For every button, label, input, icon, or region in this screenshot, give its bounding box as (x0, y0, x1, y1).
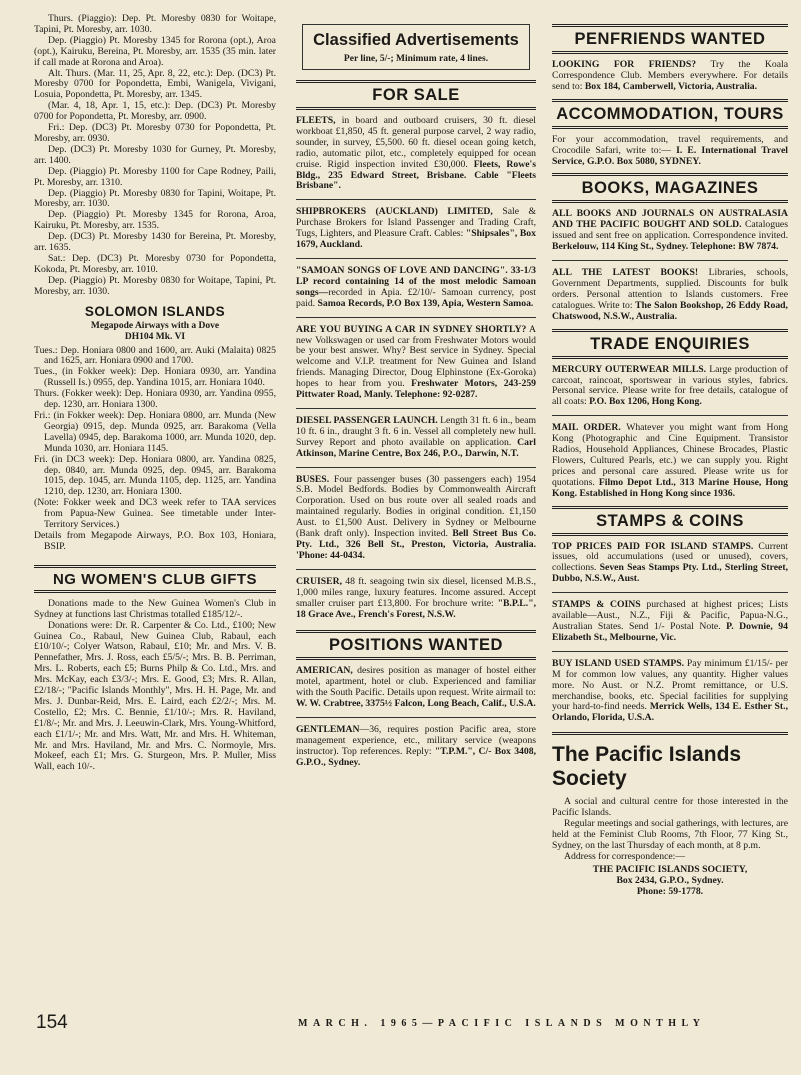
timetable-entry: Dep. (Piaggio) Pt. Moresby 1345 for Rorona (opt.), Aroa (opt.), Kairuku, Bereina, Pt. Moresby, arr. 1535 (35 min. later if call made at Rorona and Aroa). (34, 34, 276, 68)
ad-tail: I. E. International Travel Service, G.P.O. Box 5080, SYDNEY. (552, 144, 788, 167)
ad-text: —36, requires postion Pacific area, store management experience, etc., military service (weapons instructor). Top references. Reply: (296, 724, 536, 757)
ad-text: Four passenger buses (30 passengers each) 1954 S.B. Model Bedfords. Bodies by Commonwealth Aircraft Corporation. Used on bus route over all sealed roads and maintained regularly. Bodies in original condition. £1,150 Aust. to £1,500 Aust. Delivery in Sydney or Melbourne (Bank draft only). Inspection invited. (296, 473, 536, 540)
books-ads (552, 209, 788, 322)
accommodation-ads (552, 135, 788, 168)
ng-heading: NG WOMEN'S CLUB GIFTS (52, 570, 258, 588)
column-left (34, 14, 276, 773)
divider (552, 415, 788, 416)
classified-ad (552, 659, 788, 724)
divider (296, 717, 536, 718)
ad-tail: "T.P.M.", C/- Box 3408, G.P.O., Sydney. (296, 745, 537, 768)
society-paragraph: Regular meetings and social gatherings, with lectures, are held at the Feminist Club Rooms, 7th Floor, 77 King St., Sydney, on the last Thursday of each month, at 8 p.m. (552, 818, 788, 851)
ad-lead: STAMPS & COINS (552, 599, 641, 611)
timetable-entry: Fri.: Dep. (DC3) Pt. Moresby 0730 for Popondetta, Pt. Moresby, arr. 0930. (34, 122, 276, 144)
column-right (552, 14, 788, 897)
society-text (552, 797, 788, 862)
timetable-entry: Tues., (in Fokker week): Dep. Honiara 0930, arr. Yandina (Russell Is.) 0955, dep. Yandina 1015, arr. Honiara 1040. (34, 366, 276, 389)
stamps-heading-box (552, 506, 788, 536)
classified-ad (296, 416, 536, 460)
classified-ad (552, 542, 788, 586)
timetable-entry: Alt. Thurs. (Mar. 11, 25, Apr. 8, 22, etc.): Dep. (DC3) Pt. Moresby 0700 for Popondetta, Embi, Wanigela, Vivigani, Losuia, Popondetta, Pt. Moresby, arr. 1345. (34, 67, 276, 101)
solomon-subheading: Megapode Airways with a Dove (90, 320, 220, 331)
classified-ad (552, 423, 788, 499)
ad-lead: ALL BOOKS AND JOURNALS ON AUSTRALASIA AND THE PACIFIC BOUGHT AND SOLD. (552, 208, 788, 231)
article-paragraph: Donations made to the New Guinea Women's Club in Sydney at functions last Christmas totalled £185/12/-. (34, 597, 276, 620)
classified-ad (296, 266, 536, 310)
timetable-entry: Dep. (Piaggio) Pt. Moresby 0830 for Tapini, Woitape, Pt. Moresby, arr. 1030. (34, 187, 276, 210)
png-timetable (34, 14, 276, 298)
classified-ad (552, 365, 788, 409)
ad-lead: FLEETS, (296, 115, 336, 126)
ad-text: Try the Koala Correspondence Club. Members everywhere. For details send to: (552, 59, 789, 92)
classified-ad (552, 268, 788, 323)
timetable-entry: Fri.: (in Fokker week): Dep. Honiara 0800, arr. Munda (New Georgia) 0915, dep. Munda 0925, arr. Barakoma (Vella Lavella) 0945, dep. Barakoma 1000, arr. Munda 1020, dep. Munda 1030, arr. Honiara 1145. (34, 410, 276, 454)
column-middle (296, 14, 536, 769)
timetable-entry: Sat.: Dep. (DC3) Pt. Moresby 0730 for Popondetta, Kokoda, Pt. Moresby, arr. 1010. (34, 252, 276, 275)
timetable-entry: Dep. (Piaggio) Pt. Moresby 1100 for Cape Rodney, Paili, Pt. Moresby, arr. 1310. (34, 165, 276, 188)
ad-text: Catalogues issued and sent free on application. Correspondence invited. (552, 219, 788, 242)
ng-gifts-text (34, 599, 276, 774)
ad-tail: Fleets, Rowe's Bldg., 235 Edward Street, Brisbane. Cable "Fleets Brisbane". (296, 158, 536, 192)
ad-text: Libraries, schools, Government Departments, supplied. Discounts for bulk orders. Personal attention to Islands customers. Free catalogues. Write to: (552, 267, 789, 311)
ad-lead: SHIPBROKERS (AUCKLAND) LIMITED, (296, 206, 493, 218)
positions-ads (296, 666, 536, 768)
classified-ad (296, 325, 536, 401)
ad-tail: P.O. Box 1206, Hong Kong. (586, 396, 702, 408)
ad-lead: "SAMOAN SONGS OF LOVE AND DANCING". 33-1/3 LP record containing 14 of the most melodic Samoan songs— (296, 264, 536, 298)
trade-heading: TRADE ENQUIRIES (590, 334, 750, 353)
ad-text: A new Volkswagen or used car from Freshwater Motors would be your best answer. Why? Best service in Sydney. Special welcome and V.I.P. treatment for New Guinea and Island friends. Managing Director, Doug Elphinstone (Ex-Goroka) hopes to hear from you. (296, 323, 536, 390)
running-footer: MARCH. 1965—PACIFIC ISLANDS MONTHLY (298, 1018, 706, 1029)
classified-title: Classified Advertisements (313, 31, 519, 49)
books-heading: BOOKS, MAGAZINES (581, 179, 759, 198)
classified-ad (296, 475, 536, 562)
solomon-timetable (34, 346, 276, 553)
solomon-aircraft: DH104 Mk. VI (124, 331, 186, 342)
ad-text: in board and outboard cruisers, 30 ft. diesel workboat £1,850, 45 ft. general purpose carvel, 2 way radio, sounder, in survey, £5,500. 60 ft. diesel ocean going ketch, radio, automatic pilot, etc., completely equipped for ocean cruise. Rigid inspection invited £30,000. (296, 115, 536, 170)
solomon-heading: SOLOMON ISLANDS (84, 303, 226, 319)
ad-lead: ARE YOU BUYING A CAR IN SYDNEY SHORTLY? (296, 323, 527, 335)
ad-text: For your accommodation, travel requirements, and Crocodile Safari, write to:— (552, 133, 788, 156)
ad-text: Length 31 ft. 6 in., beam 10 ft. 6 in., draught 3 ft. 6 in. Vessel all completely new hull. Survey Report and photo available on application. (296, 414, 536, 448)
accommodation-heading: ACCOMMODATION, TOURS (556, 104, 784, 123)
timetable-entry: Details from Megapode Airways, P.O. Box 103, Honiara, BSIP. (34, 529, 276, 552)
classified-ad (296, 207, 536, 251)
penfriends-heading: PENFRIENDS WANTED (574, 30, 766, 48)
classified-ad (552, 135, 788, 168)
ad-tail: Carl Atkinson, Marine Centre, Box 246, P.O., Darwin, N.T. (296, 436, 536, 459)
ad-tail: Seven Seas Stamps Pty. Ltd., Sterling Street, Dubbo, N.S.W., Aust. (552, 562, 788, 585)
divider (552, 592, 788, 593)
society-paragraph: A social and cultural centre for those interested in the Pacific Islands. (552, 796, 788, 819)
stamps-heading: STAMPS & COINS (596, 511, 744, 530)
accommodation-heading-box (552, 99, 788, 129)
penfriends-ads (552, 60, 788, 93)
ad-text: Current issues, old accumulations (used or unused), covers, collections. (552, 540, 788, 574)
forsale-heading: FOR SALE (372, 86, 460, 104)
classified-ad (296, 725, 536, 769)
page-number: 154 (36, 1012, 68, 1033)
society-paragraph: Address for correspondence:— (564, 850, 686, 862)
timetable-entry: Tues.: Dep. Honiara 0800 and 1600, arr. Auki (Malaita) 0825 and 1625, arr. Honiara 0900 and 1700. (34, 344, 276, 367)
timetable-entry: Dep. (DC3) Pt. Moresby 1030 for Gurney, Pt. Moresby, arr. 1400. (34, 143, 276, 166)
ad-text: Whatever you might want from Hong Kong (Photographic and Cine Equipment. Transistor Radios, Household Appliances, Chinese Brocades, Plastic Flowers, Cultured Pearls, etc.) we can supply you. Right prices and personal care assured. Please write us for quotations. (552, 422, 788, 488)
ad-lead: ALL THE LATEST BOOKS! (552, 267, 699, 279)
divider (552, 260, 788, 261)
ad-lead: DIESEL PASSENGER LAUNCH. (296, 414, 438, 426)
divider (296, 258, 536, 259)
ad-tail: Merrick Wells, 134 E. Esther St., Orlando, Florida, U.S.A. (552, 701, 789, 724)
article-paragraph: Donations were: Dr. R. Carpenter & Co. Ltd., £100; New Guinea Co., Rabaul, New Guinea Club, Rabaul, each £10/10/-; Colyer Watson, Rabaul, £10; Mr. and Mrs. V. B. Pennefather, Mrs. J. Ross, each £5/5/-; Mrs. B. B. Perriman, Mrs. L. Roberts, each £5; Burns Philp & Co. Ltd., Mrs. and Mrs. McKay, each £3/3/-; Mrs. E. Good, £3; Mrs. R. Allan, £2/18/-; "Pacific Islands Monthly", Mrs. H. H. Page, Mr. and Mrs. J. Dunbar-Reid, Mrs. E. Laird, each £2/2/-; Mrs. M. Costello, £2; Mrs. C. Bennie, £1/10/-; Mrs. R. Haviland, £1/8/-; Mr. and Mrs. J. Leeuwin-Clark, Mrs. Young-Whitford, each £1/1/-; Mr. and Mrs. Watt, Mr. and Mrs. H. Whiteman, Mr. and Mrs. Haviland, Mr. and Mrs. C. Normoyle, Mrs. Mokeef, each £1; Mrs. G. Sturgeon, Mrs. P. Muller, Miss Wall, each 10/-. (34, 619, 276, 773)
ad-tail: Berkelouw, 114 King St., Sydney. Telephone: BW 7874. (552, 241, 779, 253)
ad-lead: LOOKING FOR FRIENDS? (552, 59, 697, 70)
classified-box (302, 24, 530, 70)
ad-text: 48 ft. seagoing twin six diesel, licensed M.B.S., 1,000 miles range, luxury features. Income assured. Accept smaller cruiser part £13,800. For brochure write: (296, 575, 536, 609)
classified-ad (552, 209, 788, 253)
divider (296, 467, 536, 468)
ad-text: desires position as manager of hostel either motel, apartment, hotel or club. Experienced and familiar with the South Pacific. Details upon request. Write airmail to: (296, 665, 536, 699)
ad-text: Pay minimum £1/15/- per M for common low values, any quantity. Higher values more. No Aust. or N.Z. Promt remittance, or U.S. merchandise, books, etc. Special facilities for supplying your hard-to-find needs. (552, 657, 788, 713)
ad-lead: BUY ISLAND USED STAMPS. (552, 657, 685, 669)
divider (296, 317, 536, 318)
society-notice (552, 732, 788, 897)
classified-ad (296, 666, 536, 710)
trade-heading-box (552, 329, 788, 359)
ad-tail: Filmo Depot Ltd., 313 Marine House, Hong Kong. Established in Hong Kong since 1936. (552, 476, 788, 499)
ad-text: Sale & Purchase Brokers for Island Passenger and Trading Craft, Tugs, Lighters, and Pleasure Craft. Cables: (296, 206, 536, 240)
divider (552, 651, 788, 652)
classified-ad (296, 577, 536, 621)
society-address-box: Box 2434, G.P.O., Sydney. (616, 874, 724, 886)
timetable-entry: (Mar. 4, 18, Apr. 1, 15, etc.): Dep. (DC3) Pt. Moresby 0700 for Popondetta, Pt. Moresby, arr. 0900. (34, 100, 276, 123)
divider (296, 199, 536, 200)
ad-lead: MAIL ORDER. (552, 422, 621, 434)
ad-tail: Box 184, Camberwell, Victoria, Australia. (584, 80, 758, 92)
positions-heading: POSITIONS WANTED (329, 636, 503, 655)
ad-lead: TOP PRICES PAID FOR ISLAND STAMPS. (552, 540, 754, 552)
timetable-entry: Thurs. (Piaggio): Dep. Pt. Moresby 0830 for Woitape, Tapini, Pt. Moresby, arr. 1030. (34, 13, 276, 35)
forsale-heading-box (296, 80, 536, 110)
ad-text: Large production of carcoat, raincoat, sportswear in various styles, fabrics. Personal service. Please write for free details, catalogue of all coats: (552, 363, 789, 408)
trade-ads (552, 365, 788, 500)
classified-rate: Per line, 5/-; Minimum rate, 4 lines. (343, 54, 489, 64)
timetable-entry: Thurs. (Fokker week): Dep. Honiara 0930, arr. Yandina 0955, dep. 1230, arr. Honiara 1300. (34, 388, 276, 411)
classified-ad (296, 116, 536, 192)
ng-heading-box (34, 565, 276, 593)
penfriends-heading-box (552, 24, 788, 54)
ad-text: purchased at highest prices; Lists available—Aust., N.Z., Fiji & Pacific, Papua-N.G., Australian States. Send 1/- Postal Note. (552, 599, 788, 632)
forsale-ads (296, 116, 536, 620)
books-heading-box (552, 173, 788, 203)
ad-tail: Freshwater Motors, 243-259 Pittwater Road, Manly. Telephone: 92-0287. (296, 378, 537, 401)
society-phone: Phone: 59-1778. (636, 885, 704, 897)
ad-tail: Samoa Records, P.O Box 139, Apia, Western Samoa. (315, 297, 534, 309)
classified-ad (552, 60, 788, 93)
ad-text: recorded in Apia. £2/10/- Samoan currency, post paid. (296, 286, 536, 309)
divider (296, 408, 536, 409)
ad-lead: AMERICAN, (296, 665, 353, 677)
society-heading: The Pacific Islands Society (552, 743, 742, 791)
ad-tail: W. W. Crabtree, 3375½ Falcon, Long Beach, Calif., U.S.A. (296, 698, 536, 710)
classified-ad (552, 600, 788, 644)
ad-tail: The Salon Bookshop, 26 Eddy Road, Chatswood, N.S.W., Australia. (552, 299, 788, 322)
timetable-entry: Dep. (DC3) Pt. Moresby 1430 for Bereina, Pt. Moresby, arr. 1635. (34, 231, 276, 254)
ad-tail: "Shipsales", Box 1679, Auckland. (296, 228, 536, 251)
page-footer (34, 1012, 788, 1036)
timetable-entry: Dep. (Piaggio) Pt. Moresby 0830 for Woitape, Tapini, Pt. Moresby, arr. 1030. (34, 274, 276, 297)
ad-lead: MERCURY OUTERWEAR MILLS. (552, 363, 707, 375)
ad-tail: "B.P.L.", 18 Grace Ave., French's Forest, N.S.W. (296, 597, 536, 620)
timetable-entry: (Note: Fokker week and DC3 week refer to TAA services from Papua-New Guinea. See timetable under Inter-Territory Services.) (34, 497, 276, 531)
divider (296, 569, 536, 570)
ad-lead: GENTLEMAN (296, 724, 360, 736)
ad-tail: Bell Street Bus Co. Pty. Ltd., 326 Bell St., Preston, Victoria, Australia. 'Phone: 44-0434. (296, 528, 537, 561)
positions-heading-box (296, 630, 536, 660)
ad-lead: CRUISER, (296, 575, 343, 587)
timetable-entry: Dep. (Piaggio) Pt. Moresby 1345 for Rorona, Aroa, Kairuku, Pt. Moresby, arr. 1535. (34, 209, 276, 232)
ad-tail: P. Downie, 94 Elizabeth St., Melbourne, Vic. (552, 621, 788, 643)
society-address-name: THE PACIFIC ISLANDS SOCIETY, (592, 863, 748, 875)
stamps-ads (552, 542, 788, 725)
ad-lead: BUSES. (296, 473, 330, 485)
timetable-entry: Fri. (in DC3 week): Dep. Honiara 0800, arr. Yandina 0825, dep. 0840, arr. Munda 0925, dep. 0945, arr. Barakoma 1015, dep. 1045, arr. Munda 1105, dep. 1125, arr. Yandina 1210, dep. 1230, arr. Honiara 1300. (34, 453, 276, 498)
